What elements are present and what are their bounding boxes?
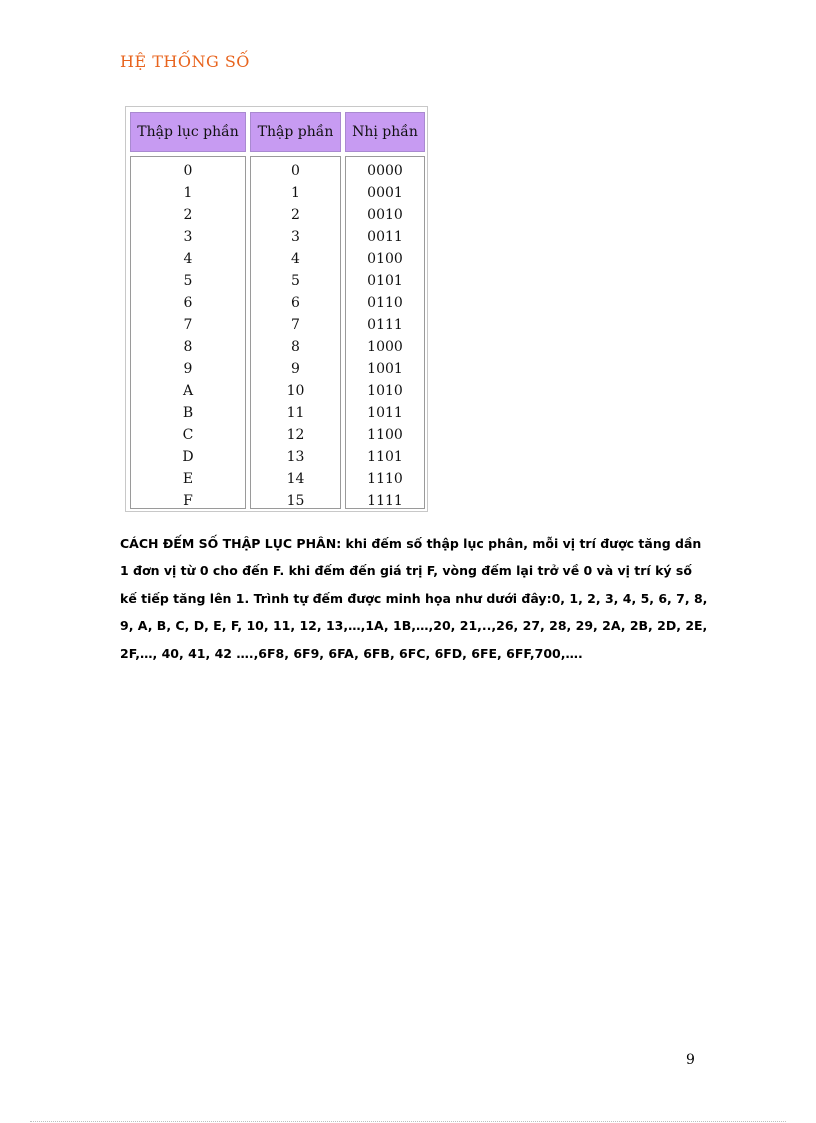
table-cell: 12 — [286, 427, 305, 443]
table-cell: 2 — [183, 207, 193, 223]
table-cell: 1110 — [367, 471, 403, 487]
table-cell: 9 — [183, 361, 193, 377]
table-cell: 5 — [183, 273, 193, 289]
table-cell: 2 — [291, 207, 300, 223]
table-cell: 0000 — [367, 163, 403, 179]
table-cell: 0100 — [367, 251, 403, 267]
table-cell: E — [182, 471, 194, 487]
table-cell: 1011 — [367, 405, 403, 421]
table-cell: 11 — [286, 405, 305, 421]
table-cell: 13 — [286, 449, 305, 465]
table-cell: C — [182, 427, 194, 443]
table-cell: 6 — [291, 295, 300, 311]
table-cell: 0111 — [367, 317, 403, 333]
table-cell: 3 — [183, 229, 193, 245]
table-cell: 1101 — [367, 449, 403, 465]
table-cell: 1000 — [367, 339, 403, 355]
table-cell: 4 — [183, 251, 193, 267]
table-cell: 4 — [291, 251, 300, 267]
table-cell: B — [182, 405, 194, 421]
table-column-body — [250, 156, 341, 509]
table-cell: 5 — [291, 273, 300, 289]
hex-counting-paragraph: CÁCH ĐẾM SỐ THẬP LỤC PHÂN: khi đếm số thập lục phân, mỗi vị trí được tăng dần 1 đơn vị từ 0 cho đến F. khi đếm đến giá trị F, vòng đếm lại trở về 0 và vị trí ký số kế tiếp tăng lên 1. Trình tự đếm được minh họa như dưới đây:0, 1, 2, 3, 4, 5, 6, 7, 8, 9, A, B, C, D, E, F, 10, 11, 12, 13,…,1A, 1B,…,20, 21,..,26, 27, 28, 29, 2A, 2B, 2D, 2E, 2F,…, 40, 41, 42 ….,6F8, 6F9, 6FA, 6FB, 6FC, 6FD, 6FE, 6FF,700,…. — [120, 536, 708, 661]
table-cell: 1 — [291, 185, 300, 201]
table-cell: 7 — [183, 317, 193, 333]
table-cell: 0010 — [367, 207, 403, 223]
table-cell: 9 — [291, 361, 300, 377]
page-header-title: HỆ THỐNG SỐ — [120, 52, 250, 71]
table-cell: 1111 — [367, 493, 403, 509]
table-cell: 0 — [183, 163, 193, 179]
table-cell: 0011 — [367, 229, 403, 245]
table-cell: 1010 — [367, 383, 403, 399]
table-cell: 0110 — [367, 295, 403, 311]
table-column-body — [130, 156, 246, 509]
page-number: 9 — [686, 1052, 695, 1068]
table-cell: 8 — [183, 339, 193, 355]
table-cell: 14 — [286, 471, 305, 487]
table-cell: A — [182, 383, 194, 399]
table-cell: 1 — [183, 185, 193, 201]
table-cell: 0 — [291, 163, 300, 179]
table-cell: 10 — [286, 383, 305, 399]
table-header-cell: Thập phần — [250, 112, 341, 152]
table-cell: 3 — [291, 229, 300, 245]
table-cell: 6 — [183, 295, 193, 311]
table-cell: F — [183, 493, 193, 509]
table-cell: D — [182, 449, 194, 465]
table-header-cell: Nhị phần — [345, 112, 425, 152]
table-cell: 0001 — [367, 185, 403, 201]
table-cell: 7 — [291, 317, 300, 333]
number-system-table — [125, 106, 428, 512]
table-column-body — [345, 156, 425, 509]
table-cell: 8 — [291, 339, 300, 355]
table-cell: 1100 — [367, 427, 403, 443]
table-header-cell: Thập lục phần — [130, 112, 246, 152]
table-cell: 15 — [286, 493, 305, 509]
table-cell: 0101 — [367, 273, 403, 289]
footer-divider — [30, 1121, 786, 1122]
table-cell: 1001 — [367, 361, 403, 377]
